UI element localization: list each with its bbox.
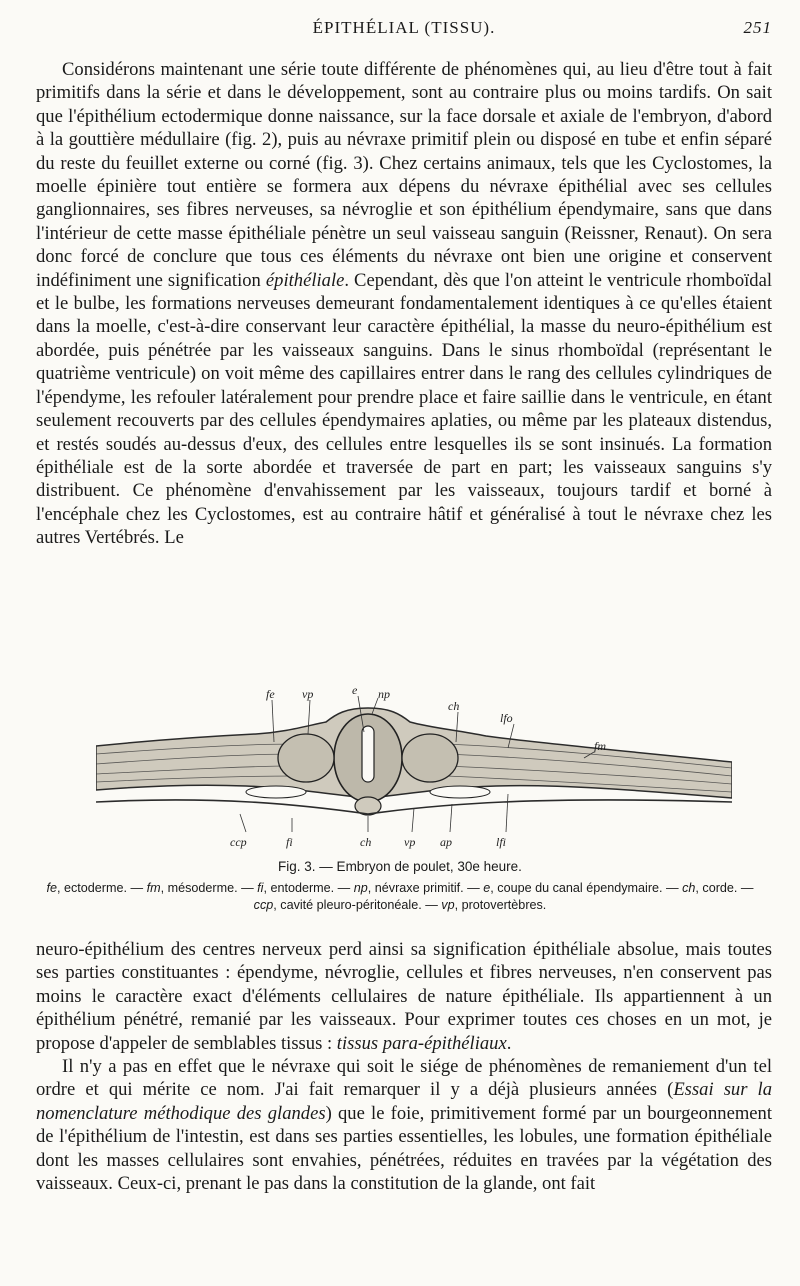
text-run: . Cependant, dès que l'on atteint le ventricule rhomboïdal et le bulbe, les formations nerveuses demeurant fondamentalement identiques à ce qu'elles étaient dans la moelle, c'est-à-dire conservant leur caractère épithélial, la masse du neuro-épithélium est abordée, puis pénétrée par les vaisseaux sanguins. Dans le sinus rhomboïdal (représentant le quatrième ventricule) on voit même des capillaires entrer dans le rang des cellules cylindriques de l'épendyme, les refouler latéralement pour prendre place et faire saillie dans le ventricule, en étant seulement recouverts par des cellules épendymaires aplaties, ou même par les plateaux distendus, et restés soudés au-dessus d'eux, des cellules entre lesquelles ils se sont insinués. La formation épithéliale est de la sorte abordée et traversée de part en part; les vaisseaux sanguins s'y distribuent. Ce phénomène d'envahissement par les vaisseaux, toujours tardif et borné à l'encéphale chez les Cyclostomes, est au contraire hâtif et généralisé à tout le névraxe chez les autres Vertébrés. Le: [36, 269, 773, 549]
legend-item: [254, 898, 442, 912]
page-header: [36, 18, 772, 44]
legend-item: [483, 881, 682, 895]
legend-text: , entoderme. —: [263, 881, 354, 895]
legend-abbr: fe: [46, 881, 57, 895]
figure-label: lfo: [500, 711, 513, 725]
legend-text: , cavité pleuro-péritonéale. —: [273, 898, 442, 912]
legend-text: , ectoderme. —: [56, 881, 147, 895]
legend-item: [147, 881, 258, 895]
legend-abbr: ch: [682, 881, 696, 895]
figure-caption-title: Fig. 3. — Embryon de poulet, 30e heure.: [278, 859, 522, 874]
figure-label: fi: [286, 835, 293, 849]
legend-abbr: vp: [441, 898, 455, 912]
legend-abbr: fi: [257, 881, 264, 895]
body-text-top: [36, 58, 772, 550]
embryo-cross-section-illustration: [96, 686, 732, 856]
emphasis: épithéliale: [265, 269, 345, 291]
legend-item: [46, 881, 146, 895]
legend-item: [257, 881, 354, 895]
legend-item: [441, 898, 546, 912]
figure-label: np: [378, 687, 390, 701]
paragraph: [36, 1055, 772, 1195]
figure-label: ap: [440, 835, 452, 849]
figure-label: vp: [302, 687, 314, 701]
text-run: ) que le foie, primitivement formé par un bourgeonnement de l'épithélium de l'intestin, est dans ses parties essentielles, les lobules, une formation épithéliale dont les masses cellulaires sont envahies, pénétrées, réduites en travées par la végétation des vaisseaux. Ceux-ci, prenant le pas dans la constitution de la glande, ont fait: [36, 1102, 772, 1195]
legend-text: , protovertèbres.: [454, 898, 547, 912]
legend-item: [354, 881, 484, 895]
figure-legend: [36, 880, 764, 914]
paragraph: [36, 58, 772, 550]
figure-embryo-section: [96, 686, 732, 856]
page-number: 251: [743, 18, 772, 37]
emphasis: tissus para-épithéliaux: [336, 1032, 507, 1054]
figure-label: fe: [266, 687, 275, 701]
figure-label: fm: [594, 739, 606, 753]
body-text-bottom: [36, 938, 772, 1195]
legend-text: , mésoderme. —: [160, 881, 258, 895]
text-run: Il n'y a pas en effet que le névraxe qui soit le siége de phénomènes de remaniement d'un tel ordre et qui mérite ce nom. J'ai fait remarquer il y a déjà plusieurs années (: [36, 1056, 772, 1101]
legend-item: [682, 881, 753, 895]
legend-abbr: ccp: [253, 898, 274, 912]
text-run: Considérons maintenant une série toute différente de phénomènes qui, au lieu d'être tout à fait primitifs dans la série et dans le développement, sont au contraire plus ou moins tardifs. On sait que l'épithélium ectodermique donne naissance, sur la face dorsale et axiale de l'embryon, d'abord à la gouttière médullaire (fig. 2), puis au névraxe primitif plein ou disposé en tube et enfin séparé du reste du feuillet externe ou corné (fig. 3). Chez certains animaux, tels que les Cyclostomes, la moelle épinière tout entière se formera aux dépens du névraxe épithélial avec ses cellules ganglionnaires, ses fibres nerveuses, sa névroglie et son épithélium épendymaire, sans que dans l'intérieur de cette masse épithéliale pénètre un seul vaisseau sanguin (Reissner, Renaut). On sera donc forcé de conclure que tous ces éléments du névraxe ont bien une origine et conservent indéfiniment une signification: [36, 59, 772, 291]
figure-label: e: [352, 686, 358, 697]
legend-abbr: fm: [146, 881, 161, 895]
figure-label: vp: [404, 835, 416, 849]
figure-label: ch: [448, 699, 460, 713]
figure-label: ccp: [230, 835, 247, 849]
figure-label: ch: [360, 835, 372, 849]
text-run: neuro-épithélium des centres nerveux perd ainsi sa signification épithéliale absolue, mais toutes ses parties constituantes : épendyme, névroglie, cellules et fibres nerveuses, n'en conservent pas moins le caractère exact d'éléments cellulaires de nature épithéliale. Ils appartiennent à un épithélium pénétré, remanié par les vaisseaux. Pour exprimer toutes ces choses en un mot, je propose d'appeler de semblables tissus :: [36, 939, 772, 1054]
paragraph: [36, 938, 772, 1055]
legend-text: , corde. —: [695, 881, 754, 895]
legend-text: , coupe du canal épendymaire. —: [490, 881, 683, 895]
running-head: ÉPITHÉLIAL (TISSU).: [312, 18, 496, 37]
legend-abbr: e: [483, 881, 491, 895]
text-run: .: [506, 1032, 512, 1054]
legend-abbr: np: [353, 881, 368, 895]
citation: Essai sur la nomenclature méthodique des glandes: [36, 1079, 773, 1124]
legend-text: , névraxe primitif. —: [367, 881, 484, 895]
figure-label: lfi: [496, 835, 507, 849]
